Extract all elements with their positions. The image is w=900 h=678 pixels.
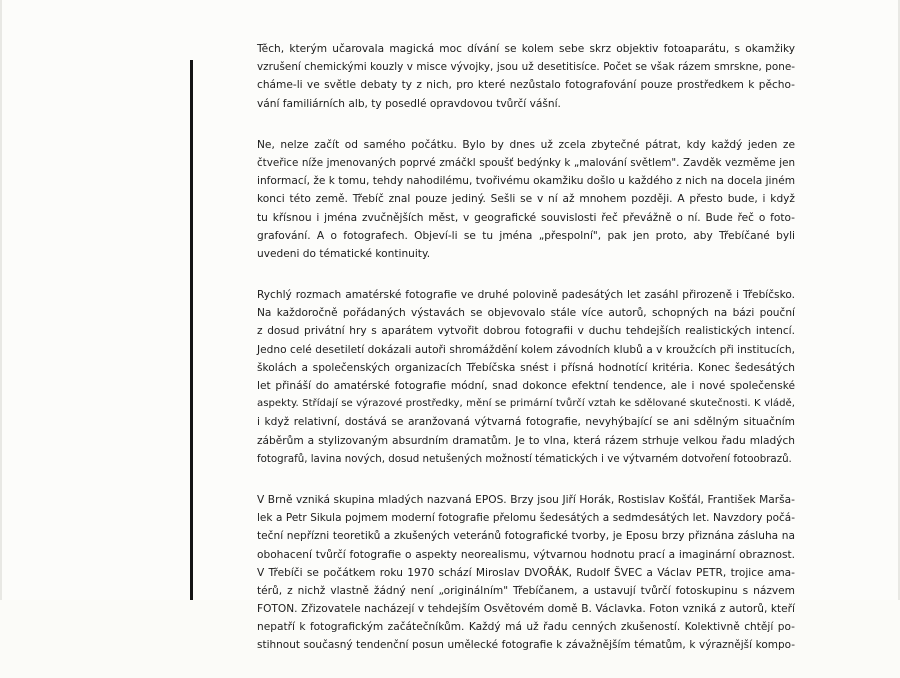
paragraph	[257, 286, 795, 468]
text-line: Jedno celé desetiletí dokázali autoři shromáždění kolem závodních klubů a v kroužcích při institucích,	[257, 343, 795, 356]
paragraph	[257, 491, 795, 655]
text-line: i když relativní, dostává se aranžovaná výtvarná fotografie, nevyhýbající se ani sdělným situačním	[257, 416, 795, 429]
text-line: školách a společenských organizacích Třebíčska snést i přísná hodnotící kritéria. Konec šedesátých	[257, 361, 795, 374]
text-line: lek a Petr Sikula pojmem moderní fotografie přelomu šedesátých a sedmdesátých let. Navzdory počá-	[257, 512, 795, 525]
text-line: nepatří k fotografickým začátečníkům. Každý má už řadu cenných zkušeností. Kolektivně chtějí po-	[257, 621, 795, 634]
text-line: obohacení tvůrčí fotografie o aspekty neorealismu, výtvarnou hodnotu prací a imaginární obraznost.	[257, 548, 795, 561]
text-line: Rychlý rozmach amatérské fotografie ve druhé polovině padesátých let zasáhl přirozeně i Třebíčsko.	[257, 289, 795, 302]
text-line: teční nepřízni teoretiků a zkušených veteránů fotografické tvorby, je Eposu brzy přiznána zásluha na	[257, 530, 795, 543]
text-line: grafování. A o fotografech. Objeví-li se tu jména „přespolní", pak jen proto, aby Třebíčané byli	[257, 229, 795, 242]
text-line: vání familiárních alb, ty posedlé opravdovou tvůrčí vášní.	[257, 97, 561, 110]
text-line: čtveřice níže jmenovaných poprvé zmáčkl spoušť bedýnky k „malování světlem". Zavděk vezměme jen	[257, 156, 795, 169]
text-line: stihnout současný tendenční posun umělecké fotografie k závažnějším tématům, k výraznější kompo-	[257, 639, 795, 652]
vertical-rule	[190, 60, 193, 600]
text-line: vzrušení chemickými kouzly v misce vývojky, jsou už desetitisíce. Počet se však rázem smrskne, pone-	[257, 61, 795, 74]
text-line: let přináší do amatérské fotografie módní, snad dokonce efektní tendence, ale i nové společenské	[257, 380, 795, 392]
text-line: tu křísnou i jména zvučnějších měst, v geografické souvislosti řeč převážně o ní. Bude řeč o foto-	[257, 211, 795, 224]
text-line: V Brně vzniká skupina mladých nazvaná EPOS. Brzy jsou Jiří Horák, Rostislav Košťál, František Marša-	[257, 493, 795, 506]
text-line: Na každoročně pořádaných výstavách se objevovalo stále více autorů, schopných na bázi pouční	[257, 307, 795, 320]
paragraph	[257, 40, 795, 113]
text-line: térů, z nichž vlastně žádný není „originálním" Třebíčanem, a ustavují tvůrčí fotoskupinu s názvem	[257, 584, 795, 597]
text-line: fotografů, lavina nových, dosud netušených možností tématických i ve výtvarném dotvoření fotoobrazů.	[257, 452, 792, 465]
text-line: Těch, kterým učarovala magická moc dívání se kolem sebe skrz objektiv fotoaparátu, s okamžiky	[257, 43, 795, 55]
text-line: záběrům a stylizovaným absurdním dramatům. Je to vlna, která rázem strhuje velkou řadu mladých	[257, 434, 795, 447]
text-line: Ne, nelze začít od samého počátku. Bylo by dnes už zcela zbytečné pátrat, kdy každý jeden ze	[257, 138, 795, 151]
text-line: aspekty. Střídají se výrazové prostředky, mění se primární tvůrčí vztah ke sdělované skutečnosti. K vládě,	[257, 398, 795, 410]
page-left-edge	[0, 0, 2, 600]
text-line: cháme-li ve světle debaty ty z nich, pro které nezůstalo fotografování pouze prostředkem k pěcho-	[257, 79, 795, 92]
text-line: informací, že k tomu, tehdy nahodilému, tvořivému okamžiku došlo u každého z nich na docela jiném	[257, 175, 796, 188]
text-column	[257, 40, 795, 678]
paragraph	[257, 136, 795, 263]
text-line: z dosud privátní hry s aparátem vytvořit dobrou fotografii v duchu tehdejších realistických intencí.	[257, 325, 795, 338]
text-line: V Třebíči se počátkem roku 1970 schází Miroslav DVOŘÁK, Rudolf ŠVEC a Václav PETR, trojice ama-	[257, 566, 795, 579]
text-line: FOTON. Zřizovatele nacházejí v tehdejším Osvětovém domě B. Václavka. Foton vzniká z autorů, kteří	[257, 603, 795, 616]
text-line: konci této země. Třebíč znal pouze jediný. Sešli se v ní až mnohem později. A přesto bude, i když	[257, 193, 795, 206]
text-line: uvedeni do tématické kontinuity.	[257, 247, 431, 260]
